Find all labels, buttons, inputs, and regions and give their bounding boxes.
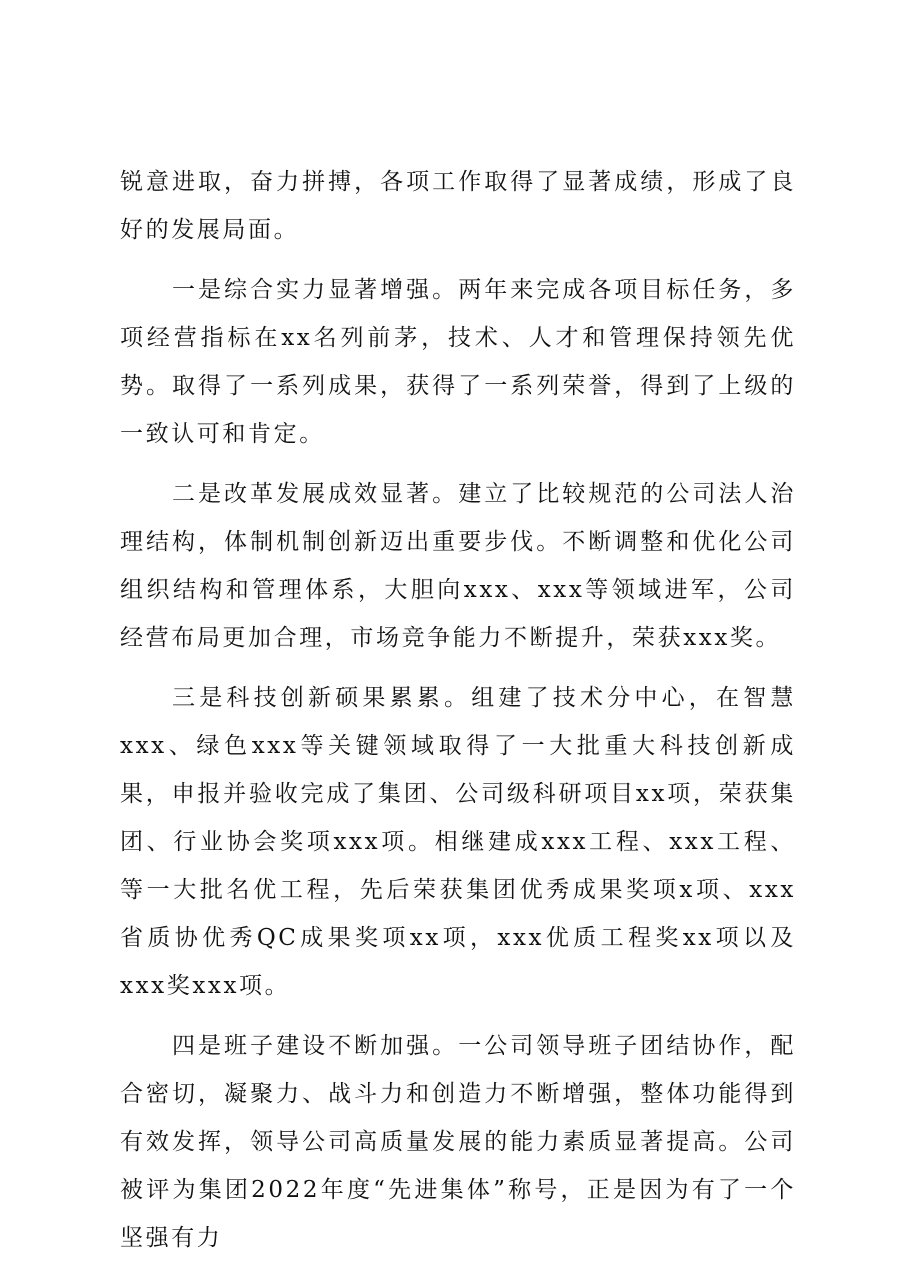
paragraph-comprehensive-strength: 一是综合实力显著增强。两年来完成各项目标任务，多项经营指标在xx名列前茅，技术、人才和管理保持领先优势。取得了一系列成果，获得了一系列荣誉，得到了上级的一致认可和肯定。	[120, 277, 796, 447]
paragraph-reform-development: 二是改革发展成效显著。建立了比较规范的公司法人治理结构，体制机制创新迈出重要步伐。不断调整和优化公司组织结构和管理体系，大胆向xxx、xxx等领域进军，公司经营布局更加合理，市场竞争能力不断提升，荣获xxx奖。	[120, 481, 796, 651]
document-body	[120, 158, 796, 1274]
paragraph-team-building: 四是班子建设不断加强。一公司领导班子团结协作，配合密切，凝聚力、战斗力和创造力不断增强，整体功能得到有效发挥，领导公司高质量发展的能力素质显著提高。公司被评为集团2022年度“先进集体”称号，正是因为有了一个坚强有力	[120, 1033, 796, 1251]
paragraph-tech-innovation: 三是科技创新硕果累累。组建了技术分中心，在智慧xxx、绿色xxx等关键领域取得了一大批重大科技创新成果，申报并验收完成了集团、公司级科研项目xx项，荣获集团、行业协会奖项xxx项。相继建成xxx工程、xxx工程、等一大批名优工程，先后荣获集团优秀成果奖项x项、xxx省质协优秀QC成果奖项xx项，xxx优质工程奖xx项以及xxx奖xxx项。	[120, 685, 796, 999]
paragraph-continuation: 锐意进取，奋力拼搏，各项工作取得了显著成绩，形成了良好的发展局面。	[120, 169, 796, 243]
